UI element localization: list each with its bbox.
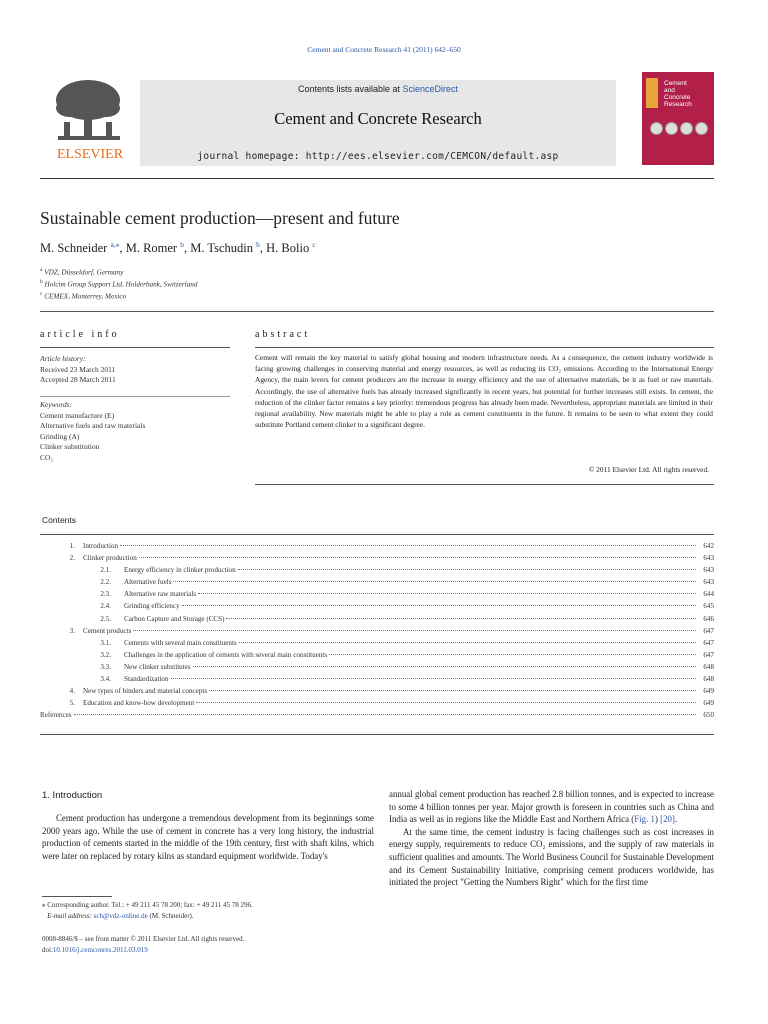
toc-entry-label: Carbon Capture and Storage (CCS) (124, 614, 225, 623)
author-affiliation-marker[interactable]: c (312, 240, 316, 249)
paragraph: annual global cement production has reached 2.8 billion tonnes, and is expected to increase to some 4 billion tonnes per year. Major growth is foreseen in countries such as China and India as well as in regions like the Middle East and Northern Africa (Fig. 1) [20]. (389, 789, 714, 825)
affiliation-item: $^c$ CEMEX, Monterrey, Mexico (40, 290, 127, 301)
toc-entry-label: New types of binders and material concepts (83, 687, 208, 696)
toc-entry[interactable]: 2.1. Energy efficiency in clinker production 643 (100, 566, 714, 575)
keyword-item: Alternative fuels and raw materials (40, 421, 146, 430)
toc-entry-label: Alternative raw materials (124, 590, 197, 599)
affiliation-item: $^b$ Holcim Group Support Ltd, Holderbank, Switzerland (40, 278, 198, 289)
toc-entry-page: 647 (703, 638, 714, 647)
author-name[interactable]: H. Bolio (266, 241, 313, 256)
figure-1-link[interactable]: Fig. 1 (634, 814, 655, 825)
toc-entry[interactable]: 1. Introduction 642 (69, 542, 714, 550)
body-left-column: Cement production has undergone a tremendous development from its beginnings some 2000 years ago. While the use of cement in concrete has a very long history, the industrial production of cements started in the middle of the 19th century, first with shaft kilns, which were later on replaced by rotary kilns as standard equipment worldwide. Today's (42, 813, 374, 861)
toc-entry-page: 643 (703, 578, 714, 587)
toc-entry[interactable]: 2.2. Alternative fuels 643 (100, 578, 714, 587)
author-name[interactable]: M. Tschudin (190, 241, 257, 256)
toc-entry-page: 643 (703, 566, 714, 575)
author-affiliation-marker[interactable]: b (180, 240, 184, 249)
received-date: Received 23 March 2011 (40, 364, 116, 374)
toc-entry[interactable]: 2.5. Carbon Capture and Storage (CCS) 646 (100, 614, 714, 623)
author-affiliation-marker[interactable]: a,⁎ (110, 240, 120, 249)
keyword-item: Cement manufacture (E) (40, 410, 115, 420)
header-rule (40, 178, 714, 179)
toc-entry-label: Energy efficiency in clinker production (124, 566, 236, 575)
keyword-item: CO₂ (40, 452, 54, 462)
toc-entry-page: 642 (703, 542, 714, 550)
article-history: Article history: Received 23 March 2011 Accepted 28 March 2011 (40, 354, 116, 384)
toc-entry-page: 648 (703, 662, 714, 671)
keywords: Keywords: Cement manufacture (E) Alternative fuels and raw materials Grinding (A) Clinker substitution CO₂ (40, 400, 146, 462)
elsevier-logo (40, 72, 140, 164)
journal-homepage[interactable]: journal homepage: http://ees.elsevier.com/CEMCON/default.asp (197, 151, 559, 162)
history-rule (40, 396, 230, 397)
accepted-date: Accepted 28 March 2011 (40, 375, 116, 384)
author-name[interactable]: M. Schneider (40, 241, 111, 256)
journal-citation-link[interactable]: Cement and Concrete Research 41 (2011) 642–650 (307, 45, 461, 54)
doi-link[interactable]: 10.1016/j.cemconres.2011.03.019 (52, 945, 148, 954)
email-link[interactable]: sch@vdz-online.de (93, 911, 148, 920)
abstract-copyright: © 2011 Elsevier Ltd. All rights reserved. (588, 465, 709, 474)
toc-entry[interactable]: 3.1. Cements with several main constituents 647 (100, 638, 714, 647)
toc-entry-page: 647 (703, 626, 714, 635)
toc-entry-page: 648 (703, 675, 714, 684)
toc-entry[interactable]: 3.3. New clinker substitutes 648 (100, 662, 714, 671)
toc-entry-label: Standardization (124, 675, 169, 684)
reference-20-link[interactable]: [20] (660, 814, 675, 825)
toc-entry[interactable]: 2.4. Grinding efficiency 645 (100, 602, 714, 611)
toc-entry-label: Cement products (83, 626, 132, 635)
abstract-rule (255, 347, 714, 348)
toc-entry[interactable]: 5. Education and know-how development 649 (69, 699, 714, 708)
contents-heading: Contents (42, 515, 77, 525)
toc-entry[interactable]: 4. New types of binders and material concepts 649 (69, 687, 714, 696)
author-affiliation-marker[interactable]: b (256, 240, 260, 249)
author-list: M. Schneider $^{a,⁎}$, M. Romer $^b$, M. Tschudin $^b$, H. Bolio $^c$ (40, 240, 316, 256)
article-title: Sustainable cement production—present and future (40, 208, 400, 228)
article-info-heading: article info (40, 329, 120, 340)
affiliations (40, 266, 197, 302)
article-info-rule (40, 347, 230, 348)
abstract-text: Cement will remain the key material to satisfy global housing and modern infrastructure needs. As a consequence, the cement industry worldwide is facing growing challenges in conserving material and energy resources, as well as reducing its CO₂ emissions. According to the International Energy Agency, the main levers for cement producers are the increase in energy efficiency and the use of alternative materials, be it as fuel or raw materials. Accordingly, the use of alternative fuels has already increased significantly in recent years, but potential for further increases still exists. In cement, the reduction of the clinker factor remains a key priority: tremendous progress has already been made. Nevertheless, appropriate materials are limited in their regional availability. New materials might be able to play a role as cement constituents in the future. It remains to be seen to what extent they could substitute Portland cement clinker to a significant degree. (255, 353, 713, 430)
elsevier-wordmark: ELSEVIER (56, 147, 124, 162)
abstract-heading: abstract (255, 329, 311, 340)
cover-images (650, 122, 708, 135)
corresponding-author-footnote: ⁎ Corresponding author. Tel.: + 49 211 45 78 200; fax: + 49 211 45 78 296. E-mail address: sch@vdz-online.de (M. Schneider). (42, 901, 253, 920)
footnote-rule (42, 896, 112, 897)
cover-strip (646, 78, 658, 108)
toc-entry[interactable]: 2.3. Alternative raw materials 644 (100, 590, 714, 599)
contents-available-line: Contents lists available at ScienceDirect (297, 84, 459, 94)
sciencedirect-link[interactable]: ScienceDirect (402, 84, 459, 94)
contents-top-rule (40, 534, 714, 535)
toc-entry-page: 645 (703, 602, 714, 611)
toc-entry-page: 649 (703, 687, 714, 696)
toc-entry-page: 649 (703, 699, 714, 708)
paragraph: At the same time, the cement industry is facing challenges such as cost increases in energy supply, requirements to reduce CO₂ emissions, and the supply of raw materials in sufficient qualities and amounts. The World Business Council for Sustainable Development and its Cement Sustainability Initiative, comprising cement producers worldwide, has initiated the project "Getting the Numbers Right" which for the first time (389, 826, 714, 888)
toc-entry-page: 643 (703, 554, 714, 563)
toc-entry-label: Cements with several main constituents (124, 638, 237, 647)
toc-entry-page: 647 (703, 650, 714, 659)
toc-entry-label: References (40, 711, 72, 720)
toc-entry-label: Clinker production (83, 554, 137, 563)
abstract-bottom-rule (255, 484, 714, 485)
toc-entry-label: Grinding efficiency (124, 602, 180, 611)
toc-entry[interactable] (40, 711, 714, 723)
affiliation-rule (40, 311, 714, 312)
toc-entry-label: Introduction (83, 542, 119, 550)
keyword-item: Clinker substitution (40, 442, 100, 451)
toc-entry-label: Challenges in the application of cements with several main constituents (124, 650, 328, 659)
section-heading-introduction: 1. Introduction (42, 790, 103, 801)
toc-entry[interactable]: 3. Cement products 647 (69, 626, 714, 635)
toc-entry-page: 644 (703, 590, 714, 599)
toc-entry-page: 650 (703, 711, 714, 720)
toc-entry-page: 646 (703, 614, 714, 623)
toc-entry-label: New clinker substitutes (124, 662, 191, 671)
affiliation-item: $^a$ VDZ, Düsseldorf, Germany (40, 267, 124, 277)
table-of-contents (40, 542, 714, 723)
journal-title: Cement and Concrete Research (274, 109, 482, 128)
toc-entry-label: Alternative fuels (124, 578, 172, 587)
front-matter: 0008-8846/$ – see front matter © 2011 Elsevier Ltd. All rights reserved. doi:10.1016/j.cemconres.2011.03.019 (42, 935, 245, 954)
toc-entry[interactable]: 3.4. Standardization 648 (100, 675, 714, 684)
body-right-column (389, 788, 714, 889)
contents-bottom-rule (40, 734, 714, 735)
journal-cover-image (642, 72, 714, 165)
toc-entry[interactable]: 3.2. Challenges in the application of cements with several main constituents 647 (100, 650, 714, 659)
author-name[interactable]: M. Romer (125, 241, 181, 256)
toc-entry[interactable]: 2. Clinker production 643 (69, 554, 714, 563)
cover-title: Cement and Concrete Research (664, 80, 692, 108)
keyword-item: Grinding (A) (40, 431, 80, 441)
toc-entry-label: Education and know-how development (83, 699, 195, 708)
